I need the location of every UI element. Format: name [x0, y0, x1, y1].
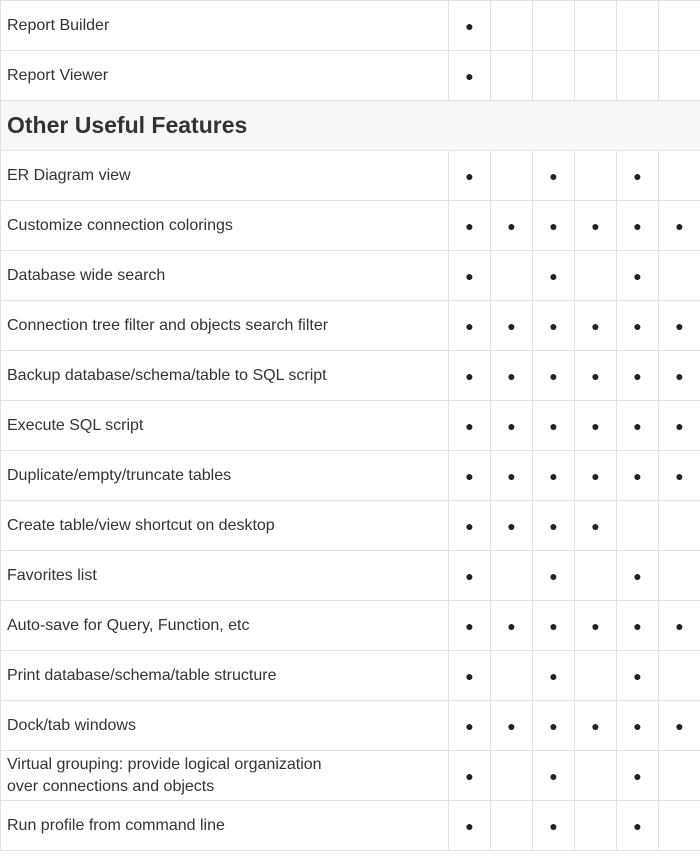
- bullet-dot-icon: ●: [465, 267, 474, 284]
- section-title: Other Useful Features: [1, 101, 700, 151]
- feature-name: Virtual grouping: provide logical organization over connections and objects: [1, 751, 449, 801]
- supported-dot-cell: [533, 751, 575, 801]
- supported-dot-cell: [533, 701, 575, 751]
- bullet-dot-icon: ●: [591, 517, 600, 534]
- empty-cell: [491, 801, 533, 851]
- empty-cell: [491, 251, 533, 301]
- supported-dot-cell: [617, 201, 659, 251]
- feature-row: [1, 201, 700, 251]
- empty-cell: [491, 51, 533, 101]
- bullet-dot-icon: ●: [549, 367, 558, 384]
- empty-cell: [617, 501, 659, 551]
- bullet-dot-icon: ●: [549, 317, 558, 334]
- feature-row: [1, 751, 700, 801]
- supported-dot-cell: [449, 1, 491, 51]
- supported-dot-cell: [659, 201, 700, 251]
- empty-cell: [575, 651, 617, 701]
- supported-dot-cell: [575, 601, 617, 651]
- bullet-dot-icon: ●: [549, 667, 558, 684]
- supported-dot-cell: [659, 701, 700, 751]
- empty-cell: [575, 801, 617, 851]
- bullet-dot-icon: ●: [675, 217, 684, 234]
- bullet-dot-icon: ●: [465, 567, 474, 584]
- feature-row: [1, 501, 700, 551]
- bullet-dot-icon: ●: [675, 317, 684, 334]
- bullet-dot-icon: ●: [507, 217, 516, 234]
- feature-row: [1, 51, 700, 101]
- feature-name: Dock/tab windows: [1, 701, 449, 751]
- supported-dot-cell: [491, 401, 533, 451]
- bullet-dot-icon: ●: [549, 517, 558, 534]
- empty-cell: [659, 1, 700, 51]
- supported-dot-cell: [449, 501, 491, 551]
- supported-dot-cell: [449, 301, 491, 351]
- feature-row: [1, 801, 700, 851]
- bullet-dot-icon: ●: [507, 467, 516, 484]
- supported-dot-cell: [617, 551, 659, 601]
- bullet-dot-icon: ●: [549, 417, 558, 434]
- section-header-row: [1, 101, 700, 151]
- supported-dot-cell: [449, 151, 491, 201]
- bullet-dot-icon: ●: [633, 617, 642, 634]
- feature-name: Connection tree filter and objects search filter: [1, 301, 449, 351]
- supported-dot-cell: [449, 51, 491, 101]
- supported-dot-cell: [617, 601, 659, 651]
- supported-dot-cell: [533, 151, 575, 201]
- supported-dot-cell: [533, 801, 575, 851]
- feature-name: Create table/view shortcut on desktop: [1, 501, 449, 551]
- bullet-dot-icon: ●: [465, 417, 474, 434]
- empty-cell: [575, 151, 617, 201]
- bullet-dot-icon: ●: [465, 67, 474, 84]
- bullet-dot-icon: ●: [633, 767, 642, 784]
- bullet-dot-icon: ●: [507, 617, 516, 634]
- bullet-dot-icon: ●: [633, 817, 642, 834]
- bullet-dot-icon: ●: [465, 767, 474, 784]
- feature-row: [1, 551, 700, 601]
- bullet-dot-icon: ●: [465, 317, 474, 334]
- bullet-dot-icon: ●: [591, 217, 600, 234]
- bullet-dot-icon: ●: [591, 417, 600, 434]
- bullet-dot-icon: ●: [507, 317, 516, 334]
- supported-dot-cell: [533, 251, 575, 301]
- bullet-dot-icon: ●: [633, 417, 642, 434]
- supported-dot-cell: [533, 401, 575, 451]
- empty-cell: [659, 501, 700, 551]
- supported-dot-cell: [533, 451, 575, 501]
- supported-dot-cell: [617, 751, 659, 801]
- empty-cell: [575, 551, 617, 601]
- supported-dot-cell: [617, 701, 659, 751]
- feature-row: [1, 301, 700, 351]
- feature-name: Database wide search: [1, 251, 449, 301]
- supported-dot-cell: [575, 451, 617, 501]
- empty-cell: [491, 151, 533, 201]
- empty-cell: [491, 551, 533, 601]
- supported-dot-cell: [491, 451, 533, 501]
- feature-name: ER Diagram view: [1, 151, 449, 201]
- empty-cell: [533, 1, 575, 51]
- empty-cell: [659, 151, 700, 201]
- feature-name: Backup database/schema/table to SQL script: [1, 351, 449, 401]
- feature-name: Run profile from command line: [1, 801, 449, 851]
- empty-cell: [575, 251, 617, 301]
- bullet-dot-icon: ●: [633, 267, 642, 284]
- supported-dot-cell: [533, 601, 575, 651]
- bullet-dot-icon: ●: [507, 717, 516, 734]
- supported-dot-cell: [449, 751, 491, 801]
- supported-dot-cell: [575, 301, 617, 351]
- feature-name: Print database/schema/table structure: [1, 651, 449, 701]
- bullet-dot-icon: ●: [633, 367, 642, 384]
- bullet-dot-icon: ●: [507, 417, 516, 434]
- bullet-dot-icon: ●: [591, 367, 600, 384]
- bullet-dot-icon: ●: [633, 317, 642, 334]
- empty-cell: [533, 51, 575, 101]
- bullet-dot-icon: ●: [507, 367, 516, 384]
- supported-dot-cell: [491, 351, 533, 401]
- bullet-dot-icon: ●: [549, 717, 558, 734]
- supported-dot-cell: [533, 501, 575, 551]
- feature-row: [1, 251, 700, 301]
- bullet-dot-icon: ●: [549, 167, 558, 184]
- supported-dot-cell: [449, 451, 491, 501]
- supported-dot-cell: [533, 651, 575, 701]
- bullet-dot-icon: ●: [465, 467, 474, 484]
- bullet-dot-icon: ●: [675, 617, 684, 634]
- bullet-dot-icon: ●: [465, 667, 474, 684]
- bullet-dot-icon: ●: [675, 367, 684, 384]
- bullet-dot-icon: ●: [465, 217, 474, 234]
- supported-dot-cell: [449, 251, 491, 301]
- empty-cell: [575, 51, 617, 101]
- bullet-dot-icon: ●: [549, 617, 558, 634]
- bullet-dot-icon: ●: [549, 767, 558, 784]
- feature-row: [1, 451, 700, 501]
- feature-row: [1, 151, 700, 201]
- supported-dot-cell: [617, 801, 659, 851]
- supported-dot-cell: [449, 801, 491, 851]
- feature-name: Execute SQL script: [1, 401, 449, 451]
- empty-cell: [617, 51, 659, 101]
- supported-dot-cell: [491, 201, 533, 251]
- bullet-dot-icon: ●: [507, 517, 516, 534]
- supported-dot-cell: [533, 551, 575, 601]
- bullet-dot-icon: ●: [549, 267, 558, 284]
- bullet-dot-icon: ●: [465, 167, 474, 184]
- feature-row: [1, 601, 700, 651]
- supported-dot-cell: [449, 701, 491, 751]
- supported-dot-cell: [659, 301, 700, 351]
- bullet-dot-icon: ●: [633, 567, 642, 584]
- supported-dot-cell: [491, 501, 533, 551]
- feature-row: [1, 1, 700, 51]
- bullet-dot-icon: ●: [465, 617, 474, 634]
- supported-dot-cell: [659, 401, 700, 451]
- empty-cell: [659, 651, 700, 701]
- bullet-dot-icon: ●: [591, 467, 600, 484]
- bullet-dot-icon: ●: [675, 417, 684, 434]
- empty-cell: [659, 801, 700, 851]
- bullet-dot-icon: ●: [465, 817, 474, 834]
- empty-cell: [659, 51, 700, 101]
- empty-cell: [575, 751, 617, 801]
- supported-dot-cell: [617, 151, 659, 201]
- feature-row: [1, 401, 700, 451]
- feature-row: [1, 351, 700, 401]
- supported-dot-cell: [617, 651, 659, 701]
- bullet-dot-icon: ●: [549, 217, 558, 234]
- empty-cell: [575, 1, 617, 51]
- supported-dot-cell: [491, 601, 533, 651]
- bullet-dot-icon: ●: [465, 367, 474, 384]
- supported-dot-cell: [575, 401, 617, 451]
- supported-dot-cell: [491, 301, 533, 351]
- empty-cell: [617, 1, 659, 51]
- feature-name: Duplicate/empty/truncate tables: [1, 451, 449, 501]
- bullet-dot-icon: ●: [633, 467, 642, 484]
- bullet-dot-icon: ●: [633, 667, 642, 684]
- empty-cell: [659, 251, 700, 301]
- supported-dot-cell: [617, 401, 659, 451]
- feature-name: Customize connection colorings: [1, 201, 449, 251]
- empty-cell: [491, 651, 533, 701]
- supported-dot-cell: [449, 601, 491, 651]
- bullet-dot-icon: ●: [675, 717, 684, 734]
- empty-cell: [491, 1, 533, 51]
- supported-dot-cell: [491, 701, 533, 751]
- bullet-dot-icon: ●: [591, 317, 600, 334]
- supported-dot-cell: [575, 701, 617, 751]
- supported-dot-cell: [449, 551, 491, 601]
- supported-dot-cell: [617, 301, 659, 351]
- bullet-dot-icon: ●: [465, 717, 474, 734]
- supported-dot-cell: [533, 351, 575, 401]
- bullet-dot-icon: ●: [633, 217, 642, 234]
- supported-dot-cell: [659, 351, 700, 401]
- bullet-dot-icon: ●: [549, 467, 558, 484]
- supported-dot-cell: [617, 451, 659, 501]
- bullet-dot-icon: ●: [633, 167, 642, 184]
- bullet-dot-icon: ●: [591, 717, 600, 734]
- supported-dot-cell: [659, 601, 700, 651]
- supported-dot-cell: [449, 401, 491, 451]
- feature-name: Auto-save for Query, Function, etc: [1, 601, 449, 651]
- bullet-dot-icon: ●: [633, 717, 642, 734]
- supported-dot-cell: [449, 351, 491, 401]
- empty-cell: [659, 551, 700, 601]
- empty-cell: [491, 751, 533, 801]
- supported-dot-cell: [659, 451, 700, 501]
- supported-dot-cell: [533, 301, 575, 351]
- bullet-dot-icon: ●: [591, 617, 600, 634]
- bullet-dot-icon: ●: [675, 467, 684, 484]
- supported-dot-cell: [617, 351, 659, 401]
- supported-dot-cell: [449, 651, 491, 701]
- feature-row: [1, 651, 700, 701]
- supported-dot-cell: [617, 251, 659, 301]
- supported-dot-cell: [575, 201, 617, 251]
- supported-dot-cell: [449, 201, 491, 251]
- supported-dot-cell: [575, 501, 617, 551]
- bullet-dot-icon: ●: [465, 517, 474, 534]
- bullet-dot-icon: ●: [549, 567, 558, 584]
- feature-name: Report Builder: [1, 1, 449, 51]
- bullet-dot-icon: ●: [465, 17, 474, 34]
- feature-name: Favorites list: [1, 551, 449, 601]
- feature-row: [1, 701, 700, 751]
- empty-cell: [659, 751, 700, 801]
- bullet-dot-icon: ●: [549, 817, 558, 834]
- supported-dot-cell: [575, 351, 617, 401]
- feature-table-body: [1, 1, 700, 851]
- feature-name: Report Viewer: [1, 51, 449, 101]
- supported-dot-cell: [533, 201, 575, 251]
